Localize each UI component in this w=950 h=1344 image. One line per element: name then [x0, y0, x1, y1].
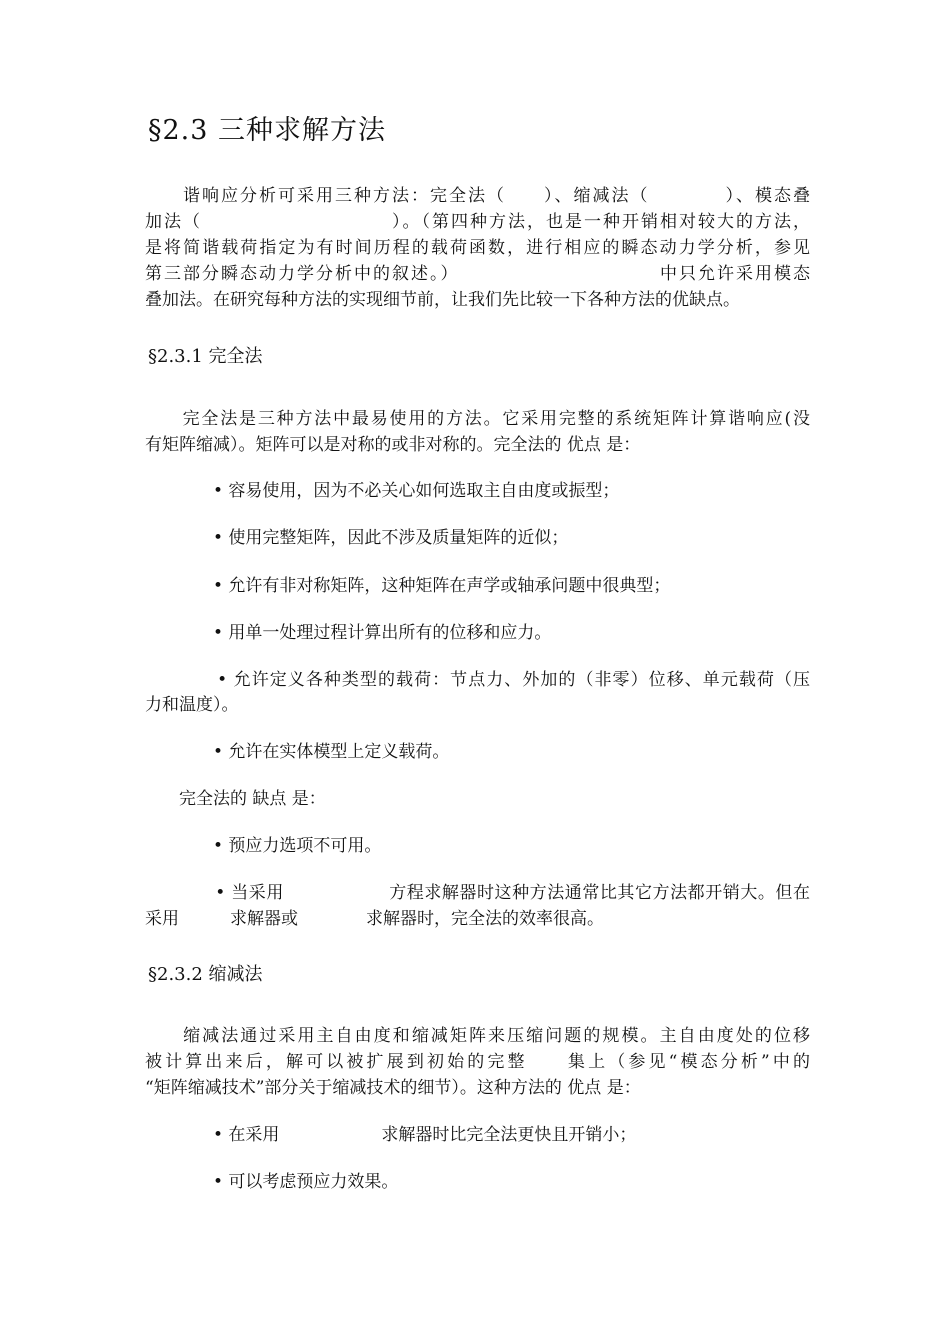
intro-line: 叠加法。在研究每种方法的实现细节前，让我们先比较一下各种方法的优缺点。 [145, 290, 740, 310]
advantage-item-cont: 力和温度）。 [145, 695, 239, 715]
advantage-item: • 允许有非对称矩阵，这种矩阵在声学或轴承问题中很典型； [145, 576, 671, 596]
advantage-item: • 使用完整矩阵，因此不涉及质量矩阵的近似； [145, 528, 569, 548]
advantage-item: • 用单一处理过程计算出所有的位移和应力。 [145, 623, 552, 643]
advantage-item: • 容易使用，因为不必关心如何选取主自由度或振型； [145, 481, 620, 501]
section-title: §2.3 三种求解方法 [148, 115, 387, 146]
subsection-title-full-method: §2.3.1 完全法 [148, 346, 263, 367]
advantage-item: • 在采用 求解器时比完全法更快且开销小； [145, 1125, 637, 1145]
disadvantage-item: • 预应力选项不可用。 [145, 836, 382, 856]
intro-line: 是将简谐载荷指定为有时间历程的载荷函数，进行相应的瞬态动力学分析，参见 [145, 238, 810, 258]
full-intro-line: 有矩阵缩减）。矩阵可以是对称的或非对称的。完全法的 优点 是： [145, 435, 641, 455]
reduced-intro-line: 缩减法通过采用主自由度和缩减矩阵来压缩问题的规模。主自由度处的位移 [145, 1026, 810, 1046]
advantage-item: • 可以考虑预应力效果。 [145, 1172, 399, 1192]
full-intro-line: 完全法是三种方法中最易使用的方法。它采用完整的系统矩阵计算谐响应(没 [145, 409, 810, 429]
disadvantage-label: 完全法的 缺点 是： [145, 789, 326, 809]
advantage-item: • 允许定义各种类型的载荷：节点力、外加的（非零）位移、单元载荷（压 [145, 670, 810, 690]
intro-line: 第三部分瞬态动力学分析中的叙述。） 中只允许采用模态 [145, 264, 810, 284]
intro-line: 谐响应分析可采用三种方法：完全法（ ）、缩减法（ ）、模态叠 [145, 186, 810, 206]
reduced-intro-line: 被计算出来后，解可以被扩展到初始的完整 集上（参见“模态分析”中的 [145, 1052, 810, 1072]
disadvantage-item: • 当采用 方程求解器时这种方法通常比其它方法都开销大。但在 [145, 883, 810, 903]
reduced-intro-line: “矩阵缩减技术”部分关于缩减技术的细节）。这种方法的 优点 是： [145, 1078, 641, 1098]
intro-line: 加法（ ）。（第四种方法，也是一种开销相对较大的方法， [145, 212, 810, 232]
advantage-item: • 允许在实体模型上定义载荷。 [145, 742, 450, 762]
subsection-title-reduced-method: §2.3.2 缩减法 [148, 964, 263, 985]
disadvantage-item-cont: 采用 求解器或 求解器时，完全法的效率很高。 [145, 909, 604, 929]
